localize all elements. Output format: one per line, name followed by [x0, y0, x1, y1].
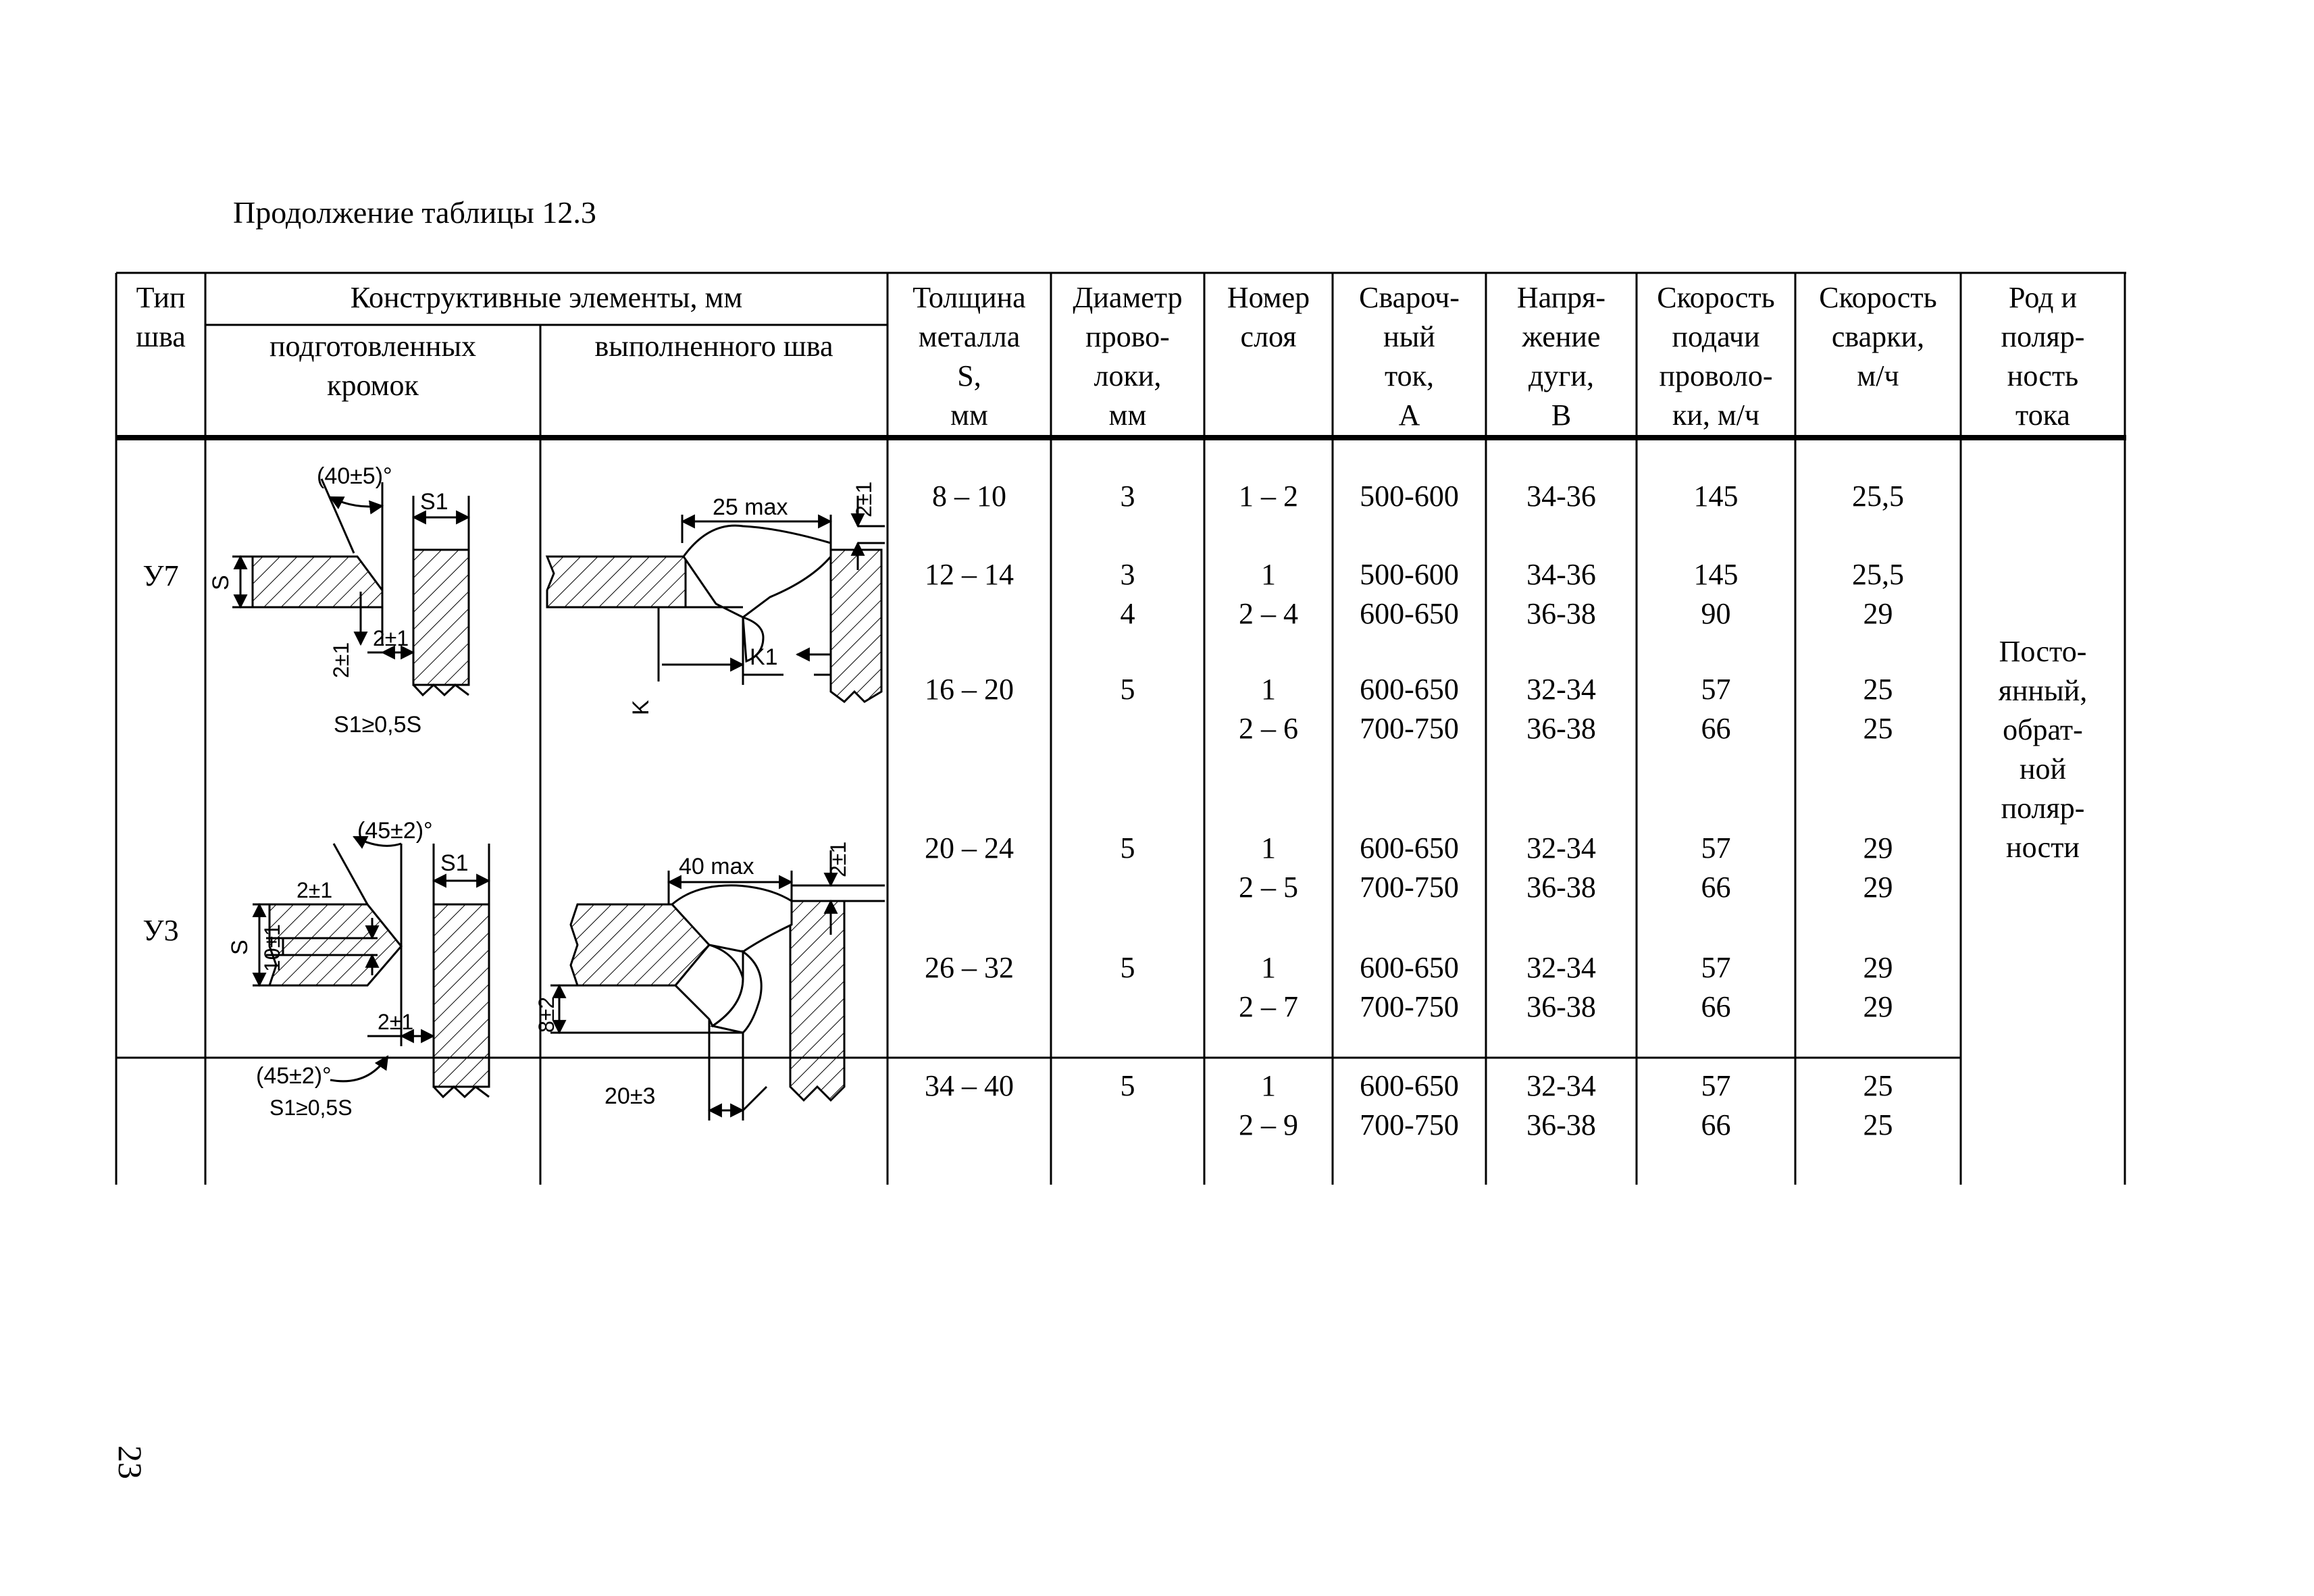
- current-cell: 600-650 700-750: [1360, 673, 1459, 745]
- layer-cell: 1 2 – 7: [1239, 951, 1298, 1023]
- current-cell: 500-600: [1360, 480, 1459, 513]
- u7-angle-label: (40±5)°: [317, 463, 392, 489]
- current-cell: 600-650 700-750: [1360, 951, 1459, 1023]
- u3-angle-top-label: (45±2)°: [357, 818, 433, 844]
- layer-cell: 1 2 – 6: [1239, 673, 1298, 745]
- speed-cell: 25,5 29: [1852, 558, 1904, 630]
- u3-condition-label: S1≥0,5S: [269, 1096, 353, 1120]
- u3-base-label: 20±3: [605, 1083, 656, 1109]
- u3-gap-label: 2±1: [297, 878, 333, 902]
- diameter-cell: 5: [1120, 1069, 1135, 1102]
- header-thickness: Толщина металла S, мм: [912, 281, 1026, 432]
- feed-cell: 57 66: [1701, 1069, 1731, 1141]
- thickness-cell: 20 – 24: [925, 831, 1014, 865]
- header-voltage: Напря- жение дуги, В: [1516, 281, 1606, 432]
- u3-reinforcement-label: 2±1: [826, 841, 850, 877]
- current-cell: 500-600 600-650: [1360, 558, 1459, 630]
- voltage-cell: 32-34 36-38: [1526, 1069, 1596, 1141]
- u3-gap2-label: 2±1: [378, 1010, 414, 1034]
- u3-finished-weld-diagram: [534, 803, 888, 1181]
- u7-weld-width-label: 25 max: [713, 494, 788, 520]
- thickness-cell: 26 – 32: [925, 951, 1014, 984]
- table-caption: Продолжение таблицы 12.3: [233, 195, 596, 230]
- u7-prepared-edges-diagram: [205, 442, 540, 820]
- feed-cell: 57 66: [1701, 831, 1731, 904]
- u3-prepared-edges-diagram: [205, 803, 540, 1181]
- polarity-cell: Посто- янный, обрат- ной поляр- ности: [1998, 635, 2088, 864]
- speed-cell: 25 25: [1863, 1069, 1893, 1141]
- row-type-u3: У3: [143, 914, 179, 947]
- u3-s-label: S: [227, 939, 253, 955]
- welding-table: [115, 273, 2126, 1185]
- layer-cell: 1 2 – 5: [1239, 831, 1298, 904]
- header-finished-weld: выполненного шва: [594, 330, 833, 363]
- voltage-cell: 32-34 36-38: [1526, 831, 1596, 904]
- u7-reinforcement-label: 2±1: [852, 481, 876, 517]
- layer-cell: 1 2 – 9: [1239, 1069, 1298, 1141]
- header-weld-speed: Скорость сварки, м/ч: [1819, 281, 1937, 392]
- u3-s1-label: S1: [440, 850, 469, 876]
- voltage-cell: 34-36: [1526, 480, 1596, 513]
- thickness-cell: 8 – 10: [932, 480, 1006, 513]
- u3-height-label: 8±2: [534, 996, 559, 1033]
- header-layer: Номер слоя: [1227, 281, 1310, 353]
- feed-cell: 57 66: [1701, 951, 1731, 1023]
- diameter-cell: 3 4: [1120, 558, 1135, 630]
- diameter-cell: 5: [1120, 951, 1135, 984]
- header-structural-elements: Конструктивные элементы, мм: [350, 281, 743, 314]
- u3-weld-width-label: 40 max: [679, 854, 754, 879]
- header-feed-speed: Скорость подачи проволо- ки, м/ч: [1657, 281, 1775, 432]
- current-cell: 600-650 700-750: [1360, 1069, 1459, 1141]
- u7-root-label: 2±1: [329, 642, 353, 678]
- speed-cell: 29 29: [1863, 831, 1893, 904]
- feed-cell: 145: [1693, 480, 1739, 513]
- u7-s1-label: S1: [420, 489, 448, 515]
- speed-cell: 25 25: [1863, 673, 1893, 745]
- u7-finished-weld-diagram: [540, 442, 888, 820]
- diameter-cell: 5: [1120, 673, 1135, 706]
- u3-angle-bottom-label: (45±2)°: [256, 1063, 332, 1089]
- thickness-cell: 12 – 14: [925, 558, 1014, 591]
- u7-condition-label: S1≥0,5S: [334, 712, 422, 738]
- header-current: Свароч- ный ток, А: [1359, 281, 1460, 432]
- thickness-cell: 16 – 20: [925, 673, 1014, 706]
- layer-cell: 1 2 – 4: [1239, 558, 1298, 630]
- feed-cell: 57 66: [1701, 673, 1731, 745]
- row-type-u7: У7: [143, 559, 179, 592]
- voltage-cell: 34-36 36-38: [1526, 558, 1596, 630]
- header-polarity: Род и поляр- ность тока: [2001, 281, 2085, 432]
- u3-root-label: 10±1: [260, 924, 284, 972]
- header-type: Тип шва: [136, 281, 186, 353]
- diameter-cell: 3: [1120, 480, 1135, 513]
- u7-k1-label: K1: [750, 644, 778, 670]
- voltage-cell: 32-34 36-38: [1526, 951, 1596, 1023]
- voltage-cell: 32-34 36-38: [1526, 673, 1596, 745]
- u7-gap-label: 2±1: [373, 626, 409, 650]
- layer-cell: 1 – 2: [1239, 480, 1298, 513]
- thickness-cell: 34 – 40: [925, 1069, 1014, 1102]
- u7-s-label: S: [208, 575, 234, 590]
- header-wire-diameter: Диаметр прово- локи, мм: [1073, 281, 1183, 432]
- page-number: 23: [111, 1445, 149, 1479]
- diameter-cell: 5: [1120, 831, 1135, 865]
- current-cell: 600-650 700-750: [1360, 831, 1459, 904]
- speed-cell: 25,5: [1852, 480, 1904, 513]
- u7-k-label: K: [628, 700, 654, 715]
- feed-cell: 145 90: [1693, 558, 1739, 630]
- header-prepared-edges: подготовленных кромок: [269, 330, 477, 402]
- speed-cell: 29 29: [1863, 951, 1893, 1023]
